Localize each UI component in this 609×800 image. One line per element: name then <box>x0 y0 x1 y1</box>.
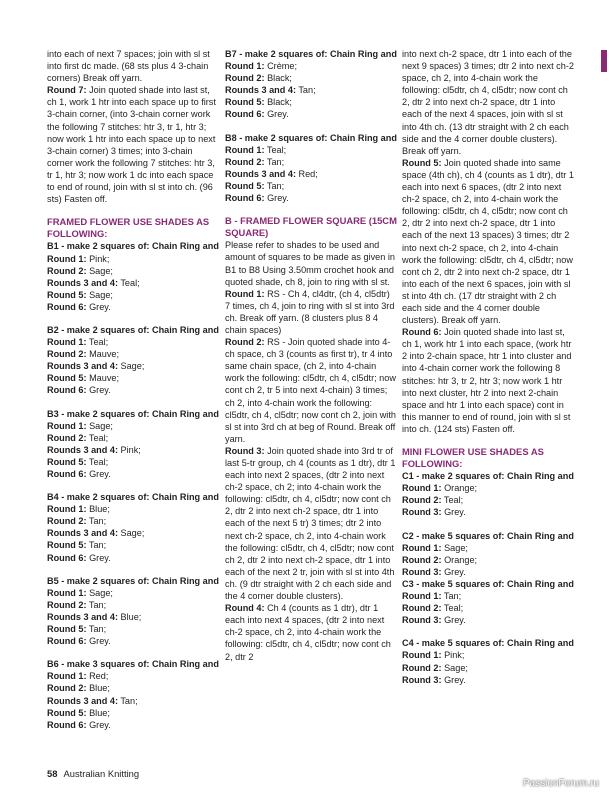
round-label: Round 1: <box>225 288 265 299</box>
shade-row: Round 2: Tan; <box>47 516 107 527</box>
shade-group-c1 <box>402 470 574 518</box>
group-title: B5 - make 2 squares of: Chain Ring and Round 1: <box>47 575 219 598</box>
shade-group-b6 <box>47 658 219 731</box>
shade-row: Round 6: Grey. <box>225 193 289 204</box>
publication-name: Australian Knitting <box>63 768 140 779</box>
shade-group-c2 <box>402 530 574 578</box>
shade-row: Round 5: Tan; <box>47 540 107 551</box>
group-title-value: Sage; <box>86 420 113 431</box>
group-title-value: Teal; <box>264 144 287 155</box>
shade-group-b7 <box>225 48 397 121</box>
paragraph-round-3 <box>225 445 397 602</box>
group-title-value: Crème; <box>264 61 297 72</box>
group-title-value: Sage; <box>86 587 113 598</box>
column-2 <box>225 48 397 663</box>
paragraph-round-1 <box>225 288 397 336</box>
column-1 <box>47 48 219 731</box>
group-title-value: Pink; <box>86 253 110 264</box>
shade-row: Rounds 3 and 4: Tan; <box>225 85 316 96</box>
shade-row: Round 5: Tan; <box>47 624 107 635</box>
paragraph-round-6 <box>402 326 574 435</box>
group-title-value: Pink; <box>441 650 465 661</box>
round-text: Ch 4 (counts as 1 dtr), dtr 1 each into next 4 spaces, (dtr 2 into next ch-2 space, ch 2, into 4-chain work the following: cl5dtr, ch 4, cl5dtr; now cont ch 2, dtr 2 <box>225 603 391 662</box>
page-edge-tab <box>601 50 607 72</box>
shade-row: Rounds 3 and 4: Tan; <box>47 695 138 706</box>
round-text: Join quoted shade into last st, ch 1, work htr 1 into each space, (work htr 2 into 2-chain space, htr 1 into cluster and into 4-chain corner work the following 8 stitches: htr 3, tr 2, htr 3; now work 1 htr into next cluster, htr 2 into next 2-chain space and htr 1 into each space) cont in this manner to end of round, join with sl st into ch. (124 sts) Fasten off. <box>402 327 572 434</box>
shade-row: Round 6: Grey. <box>47 636 111 647</box>
shade-row: Round 6: Grey. <box>47 552 111 563</box>
round-text: Join quoted shade into same space (4th ch), ch 4 (counts as 1 dtr), dtr 1 each into next 6 spaces, (dtr 2 into next ch-2 space, ch 2, into 4-chain work the following: cl5dtr, ch 4, cl5dtr; now cont ch 2, dtr 2 into next ch-2 space, dtr 1 into each of the next 13 spaces) 3 times; dtr 2 into next ch-2 space, ch 2, into 4-chain work the following: cl5dtr, ch 4, cl5dtr; now cont ch 2, dtr 2 into next ch-2 space, dtr 1 into each of the next 6 spaces, join with sl st into 4th ch. (17 dtr straight with 2 ch each side and the 4 corner double clusters). Break off yarn. <box>402 157 574 326</box>
group-title: B2 - make 2 squares of: Chain Ring and Round 1: <box>47 324 219 348</box>
shade-row: Round 5: Mauve; <box>47 373 120 384</box>
column-3 <box>402 48 574 686</box>
paragraph-round-2 <box>225 336 397 445</box>
round-text: Join quoted shade into 3rd tr of last 5-tr group, ch 4 (counts as 1 dtr), dtr 1 each into next 2 spaces, (dtr 2 into next ch-2 space, ch 2; into 4-chain work the following: cl5dtr, ch 4, cl5dtr; now cont ch 2, dtr 2 into next ch-2 space, dtr 1 into each of the next 5 tr) 3 times; dtr 2 into next ch-2 space, ch 2, into 4-chain work the following: cl5dtr, ch 4, cl5dtr; now cont ch 2, dtr 2 into next ch-2 space, dtr 1 into each of the next 2 tr, join with sl st into 4th ch. (9 dtr straight with 2 ch each side and the 4 corner double clusters). <box>225 445 396 602</box>
shade-row: Rounds 3 and 4: Sage; <box>47 361 145 372</box>
group-title-value: Orange; <box>441 483 478 494</box>
shade-group-b5 <box>47 575 219 648</box>
page-footer <box>47 768 139 780</box>
group-title: B1 - make 2 squares of: Chain Ring and Round 1: <box>47 241 219 264</box>
shade-row: Round 2: Blue; <box>47 683 110 694</box>
shade-group-b4 <box>47 491 219 564</box>
shade-row: Round 3: Grey. <box>402 566 466 577</box>
shade-row: Round 2: Black; <box>225 73 292 84</box>
shade-row: Round 5: Sage; <box>47 289 113 300</box>
shade-row: Round 2: Sage; <box>47 265 113 276</box>
shade-row: Round 2: Orange; <box>402 554 478 565</box>
round-label: Round 5: <box>402 157 442 168</box>
shade-group-c4 <box>402 637 574 685</box>
watermark: PassionForum.ru <box>522 778 599 789</box>
group-title: B3 - make 2 squares of: Chain Ring and Round 1: <box>47 408 219 431</box>
section-heading-framed-flower-square: B - FRAMED FLOWER SQUARE (15CM SQUARE) <box>225 215 397 239</box>
group-title: B8 - make 2 squares of: Chain Ring and Round 1: <box>225 132 397 155</box>
shade-row: Rounds 3 and 4: Pink; <box>47 444 141 455</box>
group-title-value: Blue; <box>86 504 110 515</box>
round-label: Round 3: <box>225 445 265 456</box>
round-text: Join quoted shade into last st, ch 1, work 1 htr into each space up to first 3-chain corner, (into 3-chain corner work the following 7 stitches: htr 3, tr 1, htr 3; now work 1 htr into each space up to next 3-chain corner) 3 times; into 3-chain corner work the following 7 stitches: htr 3, tr 1, htr 3; now work 1 dc into each space to end of round, join with sl st into ch. (96 sts) Fasten off. <box>47 85 216 205</box>
paragraph-continuation: into each of next 7 spaces; join with sl st into first dc made. (68 sts plus 4 3-chain corners) Break off yarn. <box>47 49 210 84</box>
shade-row: Round 5: Blue; <box>47 707 110 718</box>
paragraph-intro: Please refer to shades to be used and amount of squares to be made as given in B1 to B8 Using 3.50mm crochet hook and quoted shade, ch 8, join to ring with sl st. <box>225 240 395 287</box>
group-title: C3 - make 5 squares of: Chain Ring and Round 1: <box>402 578 574 602</box>
group-title: B6 - make 3 squares of: Chain Ring and Round 1: <box>47 659 219 682</box>
group-title: C1 - make 2 squares of: Chain Ring and Round 1: <box>402 471 574 494</box>
shade-row: Round 5: Tan; <box>225 180 285 191</box>
round-text: RS - Join quoted shade into 4-ch space, ch 3 (counts as first tr), tr 4 into same chain space, (ch 2, into 4-chain work the following: cl5dtr, ch 4, cl5dtr; now cont ch 2, tr 5 into next 4-chain) 3 times; ch 2, into 4-chain work the following: cl5dtr, ch 4, cl5dtr; now cont ch 2, join with sl st into 3rd ch at beg of Round. Break off yarn. <box>225 337 396 444</box>
shade-row: Rounds 3 and 4: Sage; <box>47 528 145 539</box>
group-title-value: Sage; <box>441 542 468 553</box>
shade-row: Round 6: Grey. <box>47 385 111 396</box>
group-title: B7 - make 2 squares of: Chain Ring and Round 1: <box>225 49 397 72</box>
group-title-value: Teal; <box>86 337 109 348</box>
shade-group-c3 <box>402 578 574 626</box>
shade-row: Round 5: Black; <box>225 97 292 108</box>
shade-row: Rounds 3 and 4: Red; <box>225 168 318 179</box>
round-label: Round 4: <box>225 603 265 614</box>
shade-group-b1 <box>47 240 219 313</box>
shade-row: Round 3: Grey. <box>402 507 466 518</box>
paragraph-round-7 <box>47 84 219 205</box>
round-label: Round 2: <box>225 337 265 348</box>
round-label: Round 6: <box>402 327 442 338</box>
group-title: C4 - make 5 squares of: Chain Ring and Round 1: <box>402 638 574 661</box>
shade-row: Round 6: Grey. <box>47 469 111 479</box>
page-number: 58 <box>47 768 58 779</box>
paragraph-continuation: into next ch-2 space, dtr 1 into each of the next 9 spaces) 3 times; dtr 2 into next ch-2 space, ch 2, into 4-chain work the following: cl5dtr, ch 4, cl5dtr; now cont ch 2, dtr 2 into next ch-2 space, dtr 1 into each of the next 4 spaces, join with sl st into 4th ch. (13 dtr straight with 2 ch each side and the 4 corner double clusters). Break off yarn. <box>402 49 574 156</box>
paragraph-round-4 <box>225 602 397 662</box>
shade-row: Round 5: Teal; <box>47 456 109 467</box>
shade-group-b8 <box>225 132 397 205</box>
shade-row: Round 2: Teal; <box>47 432 109 443</box>
shade-row: Round 3: Grey. <box>402 674 466 685</box>
section-heading-framed-flower-shades: FRAMED FLOWER USE SHADES AS FOLLOWING: <box>47 216 210 240</box>
group-title: B4 - make 2 squares of: Chain Ring and Round 1: <box>47 492 219 515</box>
paragraph-round-5 <box>402 157 574 326</box>
shade-group-b3 <box>47 408 219 481</box>
shade-row: Round 6: Grey. <box>47 301 111 312</box>
group-title-value: Tan; <box>441 591 462 602</box>
shade-row: Round 2: Teal; <box>402 495 464 506</box>
shade-row: Round 2: Teal; <box>402 603 464 614</box>
shade-row: Rounds 3 and 4: Blue; <box>47 611 142 622</box>
round-text: RS - Ch 4, cl4dtr, (ch 4, cl5dtr) 7 times, ch 4, join to ring with sl st into 3rd ch. Break off yarn. (8 clusters plus 8 4 chain spaces) <box>225 288 395 335</box>
group-title: C2 - make 5 squares of: Chain Ring and Round 1: <box>402 530 574 553</box>
shade-group-b2 <box>47 324 219 397</box>
shade-row: Round 2: Sage; <box>402 662 468 673</box>
shade-row: Round 6: Grey. <box>225 109 289 120</box>
shade-row: Round 2: Mauve; <box>47 349 120 360</box>
shade-row: Round 3: Grey. <box>402 615 466 626</box>
section-heading-mini-flower-shades: MINI FLOWER USE SHADES AS FOLLOWING: <box>402 446 544 470</box>
shade-row: Rounds 3 and 4: Teal; <box>47 277 140 288</box>
shade-row: Round 2: Tan; <box>225 156 285 167</box>
shade-row: Round 6: Grey. <box>47 719 111 730</box>
shade-row: Round 2: Tan; <box>47 599 107 610</box>
round-label: Round 7: <box>47 85 87 96</box>
group-title-value: Red; <box>86 671 109 682</box>
